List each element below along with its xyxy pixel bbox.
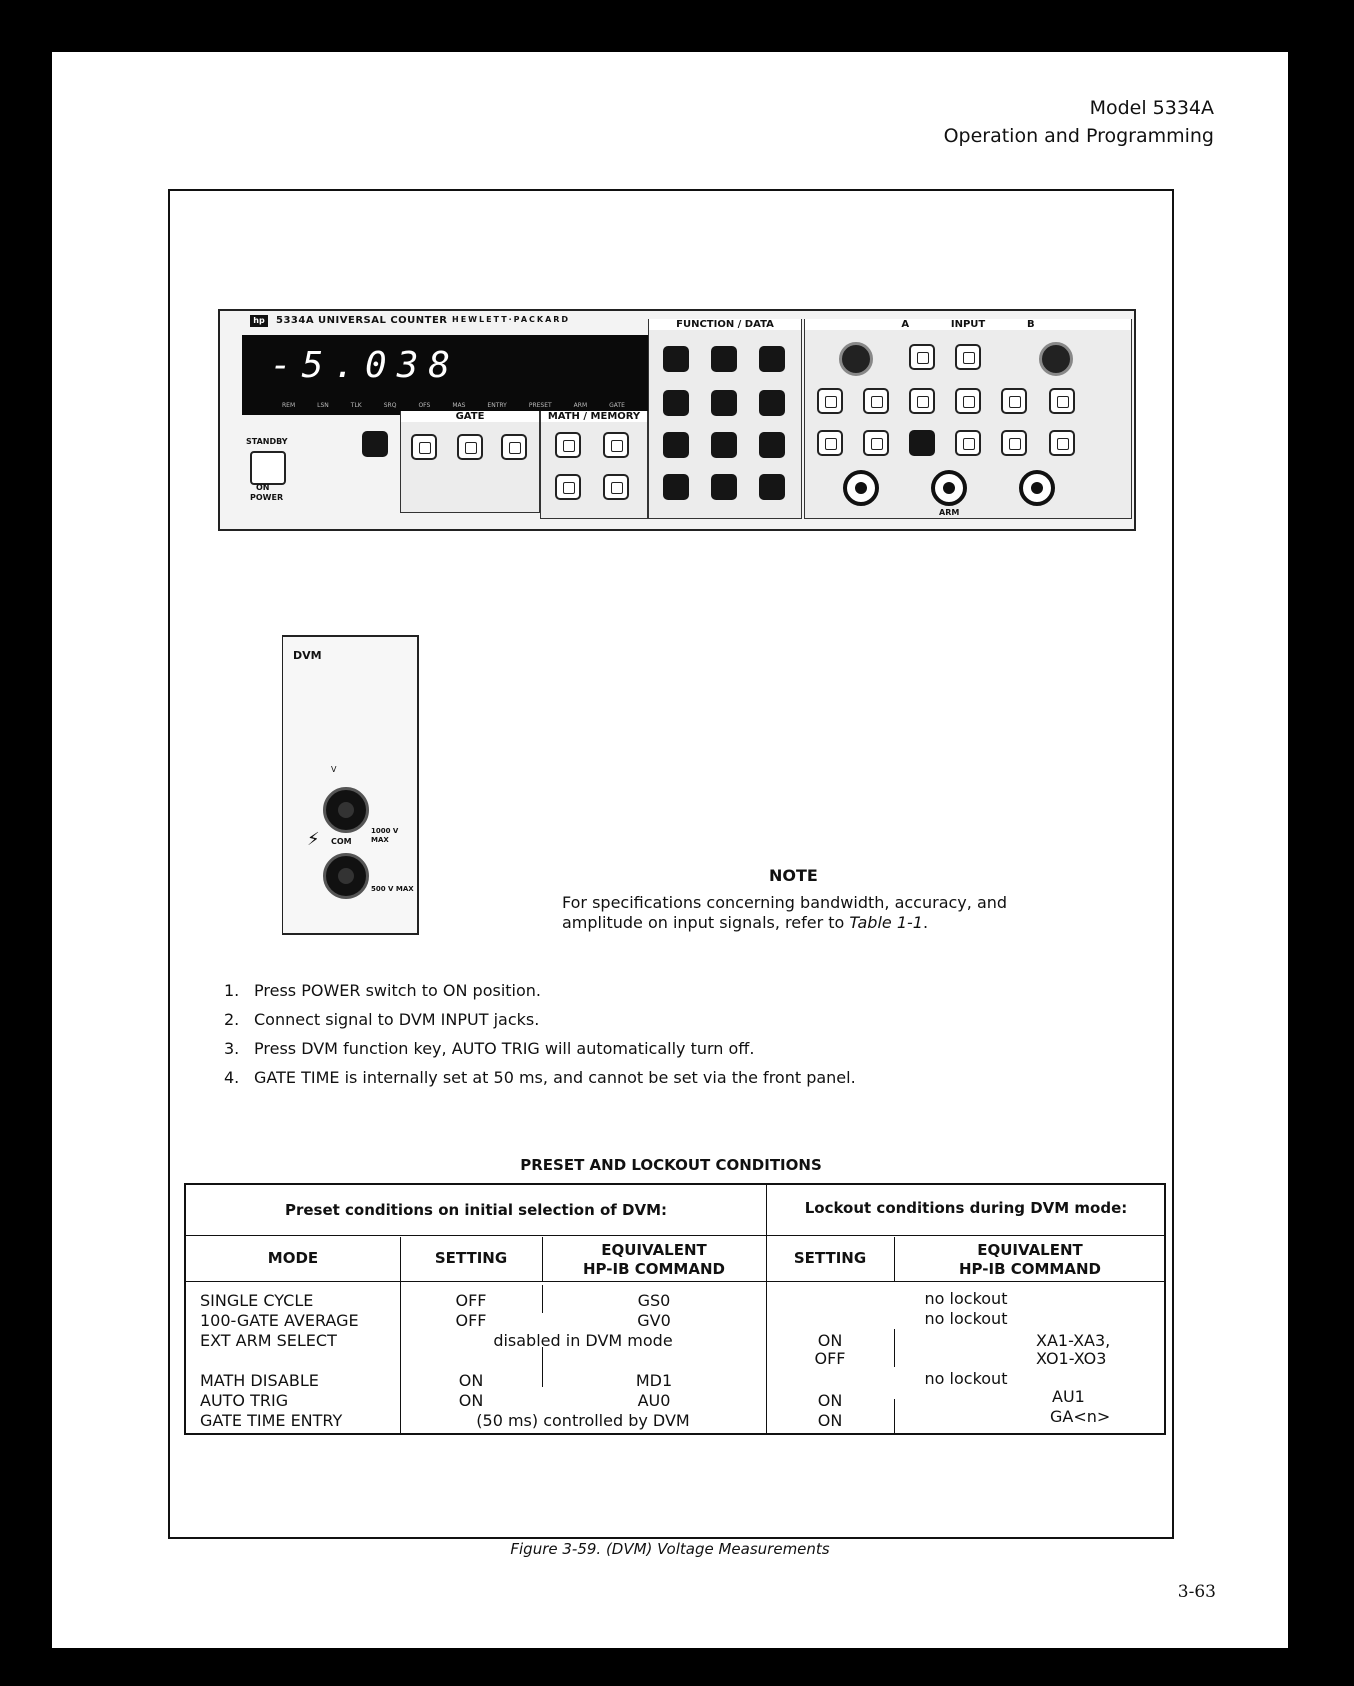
row-mode: AUTO TRIG <box>200 1391 289 1410</box>
row-lockout: no lockout <box>924 1369 1008 1388</box>
header-divider <box>186 1281 1164 1282</box>
row-command: GV0 <box>637 1311 671 1330</box>
dvm-max-lower: 500 V MAX <box>371 885 414 893</box>
separate-key[interactable] <box>955 388 981 414</box>
led-display <box>242 335 662 415</box>
step-text: GATE TIME is internally set at 50 ms, and cannot be set via the front panel. <box>254 1068 856 1087</box>
row-setting: OFF <box>455 1291 487 1310</box>
dvm-com-jack[interactable] <box>323 853 369 899</box>
input-section-label <box>805 319 1131 330</box>
table-row <box>186 1331 1164 1351</box>
totalize-key[interactable] <box>711 432 737 458</box>
panel-brand: HEWLETT·PACKARD <box>452 315 571 324</box>
row-span-note: (50 ms) controlled by DVM <box>476 1411 690 1430</box>
function-data-section <box>648 319 802 519</box>
annunciator: OFS <box>418 402 431 409</box>
row-setting: ON <box>458 1391 484 1410</box>
standby-label: STANDBY <box>246 437 288 446</box>
step-text: Press POWER switch to ON position. <box>254 981 541 1000</box>
page-number: 3-63 <box>1177 1582 1216 1602</box>
channel-b-connector[interactable] <box>1019 470 1055 506</box>
x10-b-key[interactable] <box>1049 388 1075 414</box>
auto-trig-key[interactable] <box>909 430 935 456</box>
step-number: 3. <box>224 1039 240 1058</box>
arm-connector[interactable] <box>931 470 967 506</box>
row-mode: EXT ARM SELECT <box>200 1331 337 1350</box>
power-on-label: ON <box>256 483 270 492</box>
trigger-level-a-knob[interactable] <box>839 342 873 376</box>
dvm-v-jack[interactable] <box>323 787 369 833</box>
hp-logo: hp <box>250 315 268 327</box>
panel-title: 5334A UNIVERSAL COUNTER <box>276 315 448 326</box>
row-command: GS0 <box>637 1291 671 1310</box>
row-command: AU0 <box>637 1391 671 1410</box>
row-lock-setting: OFF <box>814 1349 846 1368</box>
note-title: NOTE <box>769 866 818 885</box>
row-setting: OFF <box>455 1311 487 1330</box>
dvm-input-module <box>282 635 419 935</box>
step-number: 2. <box>224 1010 240 1029</box>
gate-average-key[interactable] <box>501 434 527 460</box>
col-equivalent-line2: HP-IB COMMAND <box>583 1260 725 1278</box>
step-item <box>224 1068 856 1097</box>
ext-arm-key[interactable] <box>955 430 981 456</box>
function-data-label: FUNCTION / DATA <box>649 319 801 330</box>
slope-b-key[interactable] <box>1001 388 1027 414</box>
step-item <box>224 981 856 1010</box>
note-text-end: . <box>922 913 929 932</box>
table-row <box>186 1349 1164 1369</box>
step-text: Press DVM function key, AUTO TRIG will automatically turn off. <box>254 1039 755 1058</box>
dvm-title: DVM <box>293 649 322 662</box>
atten-a-key[interactable] <box>863 430 889 456</box>
store-key[interactable] <box>603 432 629 458</box>
annunciator: SRQ <box>383 402 397 409</box>
section-title: Operation and Programming <box>943 125 1214 147</box>
channel-a-label: A <box>901 319 910 330</box>
row-mode: SINGLE CYCLE <box>200 1291 314 1310</box>
group-lockout-header: Lockout conditions during DVM mode: <box>804 1199 1128 1217</box>
input-section <box>804 319 1132 519</box>
counter-front-panel <box>218 309 1136 531</box>
dvm-com-label: COM <box>331 837 352 846</box>
freq-b-key[interactable] <box>711 346 737 372</box>
gate-section <box>400 411 540 513</box>
annunciator: REM <box>282 402 296 409</box>
math-memory-section <box>540 411 648 519</box>
freq-a-key[interactable] <box>663 346 689 372</box>
note-text <box>562 893 1042 933</box>
note-table-ref: Table 1-1 <box>849 913 923 932</box>
dvm-key[interactable] <box>759 390 785 416</box>
col-mode-header: MODE <box>267 1249 319 1267</box>
table-row <box>186 1371 1164 1391</box>
ti-key[interactable] <box>663 432 689 458</box>
disable-key[interactable] <box>555 474 581 500</box>
table-row <box>186 1407 1164 1431</box>
channel-a-connector[interactable] <box>843 470 879 506</box>
step-item <box>224 1039 856 1068</box>
step-number: 1. <box>224 981 240 1000</box>
ac-dc-b-key[interactable] <box>1001 430 1027 456</box>
page-header <box>944 94 1214 150</box>
row-lock-command: XA1-XA3, <box>1036 1331 1111 1350</box>
gate-time-key[interactable] <box>411 434 437 460</box>
reset-local-key[interactable] <box>362 431 388 457</box>
col-lock-equivalent-line1: EQUIVALENT <box>977 1241 1083 1259</box>
group-preset-header: Preset conditions on initial selection of DVM: <box>284 1201 668 1219</box>
table-row <box>186 1311 1164 1331</box>
col-equivalent-header <box>542 1241 766 1279</box>
freq-c-key[interactable] <box>759 346 785 372</box>
row-lock-setting: ON <box>817 1331 843 1350</box>
display-readout: -5.038 <box>270 345 461 386</box>
step-number: 4. <box>224 1068 240 1087</box>
check-key[interactable] <box>759 474 785 500</box>
annunciator: TLK <box>350 402 362 409</box>
step-item <box>224 1010 856 1039</box>
arm-label: ARM <box>939 508 960 517</box>
annunciator: MAS <box>452 402 466 409</box>
row-mode: MATH DISABLE <box>200 1371 319 1390</box>
ac-dc-a-key[interactable] <box>817 430 843 456</box>
atten-b-key[interactable] <box>1049 430 1075 456</box>
row-lockout: no lockout <box>924 1309 1008 1328</box>
filter-key[interactable] <box>909 344 935 370</box>
single-cycle-key[interactable] <box>457 434 483 460</box>
gate-section-label: GATE <box>401 411 539 422</box>
dvm-v-label: V <box>331 765 337 774</box>
figure-caption: Figure 3-59. (DVM) Voltage Measurements <box>510 1540 830 1558</box>
procedure-steps <box>224 981 856 1097</box>
preset-lockout-table <box>184 1183 1166 1435</box>
row-span-note: disabled in DVM mode <box>493 1331 673 1350</box>
x10-a-key[interactable] <box>863 388 889 414</box>
row-mode: GATE TIME ENTRY <box>200 1411 343 1430</box>
row-setting: ON <box>458 1371 484 1390</box>
input-label: INPUT <box>950 319 986 330</box>
row-lock-command: XO1-XO3 <box>1036 1349 1107 1368</box>
math-memory-label: MATH / MEMORY <box>541 411 647 422</box>
dvm-max-upper: 1000 V MAX <box>371 827 399 844</box>
pulse-width-key[interactable] <box>663 474 689 500</box>
rise-fall-key[interactable] <box>759 432 785 458</box>
row-mode: 100-GATE AVERAGE <box>200 1311 359 1330</box>
annunciator: ARM <box>573 402 588 409</box>
annunciator: ENTRY <box>487 402 507 409</box>
ratio-key[interactable] <box>711 390 737 416</box>
row-command: MD1 <box>635 1371 673 1390</box>
note-text-body: For specifications concerning bandwidth, accuracy, and amplitude on input signals, refer to <box>562 893 1008 932</box>
annunciator: LSN <box>317 402 329 409</box>
power-switch[interactable] <box>250 451 286 485</box>
manual-page <box>52 52 1288 1648</box>
annunciator: PRESET <box>528 402 552 409</box>
ti-delay-key[interactable] <box>711 474 737 500</box>
row-lockout: no lockout <box>924 1289 1008 1308</box>
row-lock-setting: ON <box>817 1411 843 1430</box>
period-key[interactable] <box>663 390 689 416</box>
header-divider <box>186 1235 1164 1236</box>
row-lock-command: AU1 <box>1052 1387 1085 1406</box>
col-setting-header: SETTING <box>434 1249 508 1267</box>
col-lock-setting-header: SETTING <box>793 1249 867 1267</box>
recall-key[interactable] <box>603 474 629 500</box>
row-lock-command: GA<n> <box>1050 1407 1111 1426</box>
trigger-level-b-knob[interactable] <box>1039 342 1073 376</box>
power-label: POWER <box>250 493 284 502</box>
annunciator: GATE <box>609 402 625 409</box>
high-voltage-icon: ⚡ <box>307 829 320 850</box>
channel-b-label: B <box>1027 319 1035 330</box>
model-title: Model 5334A <box>1089 97 1214 119</box>
table-row <box>186 1291 1164 1311</box>
display-annunciators <box>282 402 642 409</box>
col-equivalent-line1: EQUIVALENT <box>601 1241 707 1259</box>
col-lock-equivalent-header <box>894 1241 1166 1279</box>
select-enter-key[interactable] <box>555 432 581 458</box>
col-lock-equivalent-line2: HP-IB COMMAND <box>959 1260 1101 1278</box>
read-levels-key[interactable] <box>955 344 981 370</box>
table-title: PRESET AND LOCKOUT CONDITIONS <box>520 1156 822 1174</box>
table-row <box>186 1387 1164 1411</box>
row-lock-setting: ON <box>817 1391 843 1410</box>
step-text: Connect signal to DVM INPUT jacks. <box>254 1010 540 1029</box>
slope-a-key[interactable] <box>817 388 843 414</box>
common-key[interactable] <box>909 388 935 414</box>
figure-frame <box>168 189 1174 1539</box>
